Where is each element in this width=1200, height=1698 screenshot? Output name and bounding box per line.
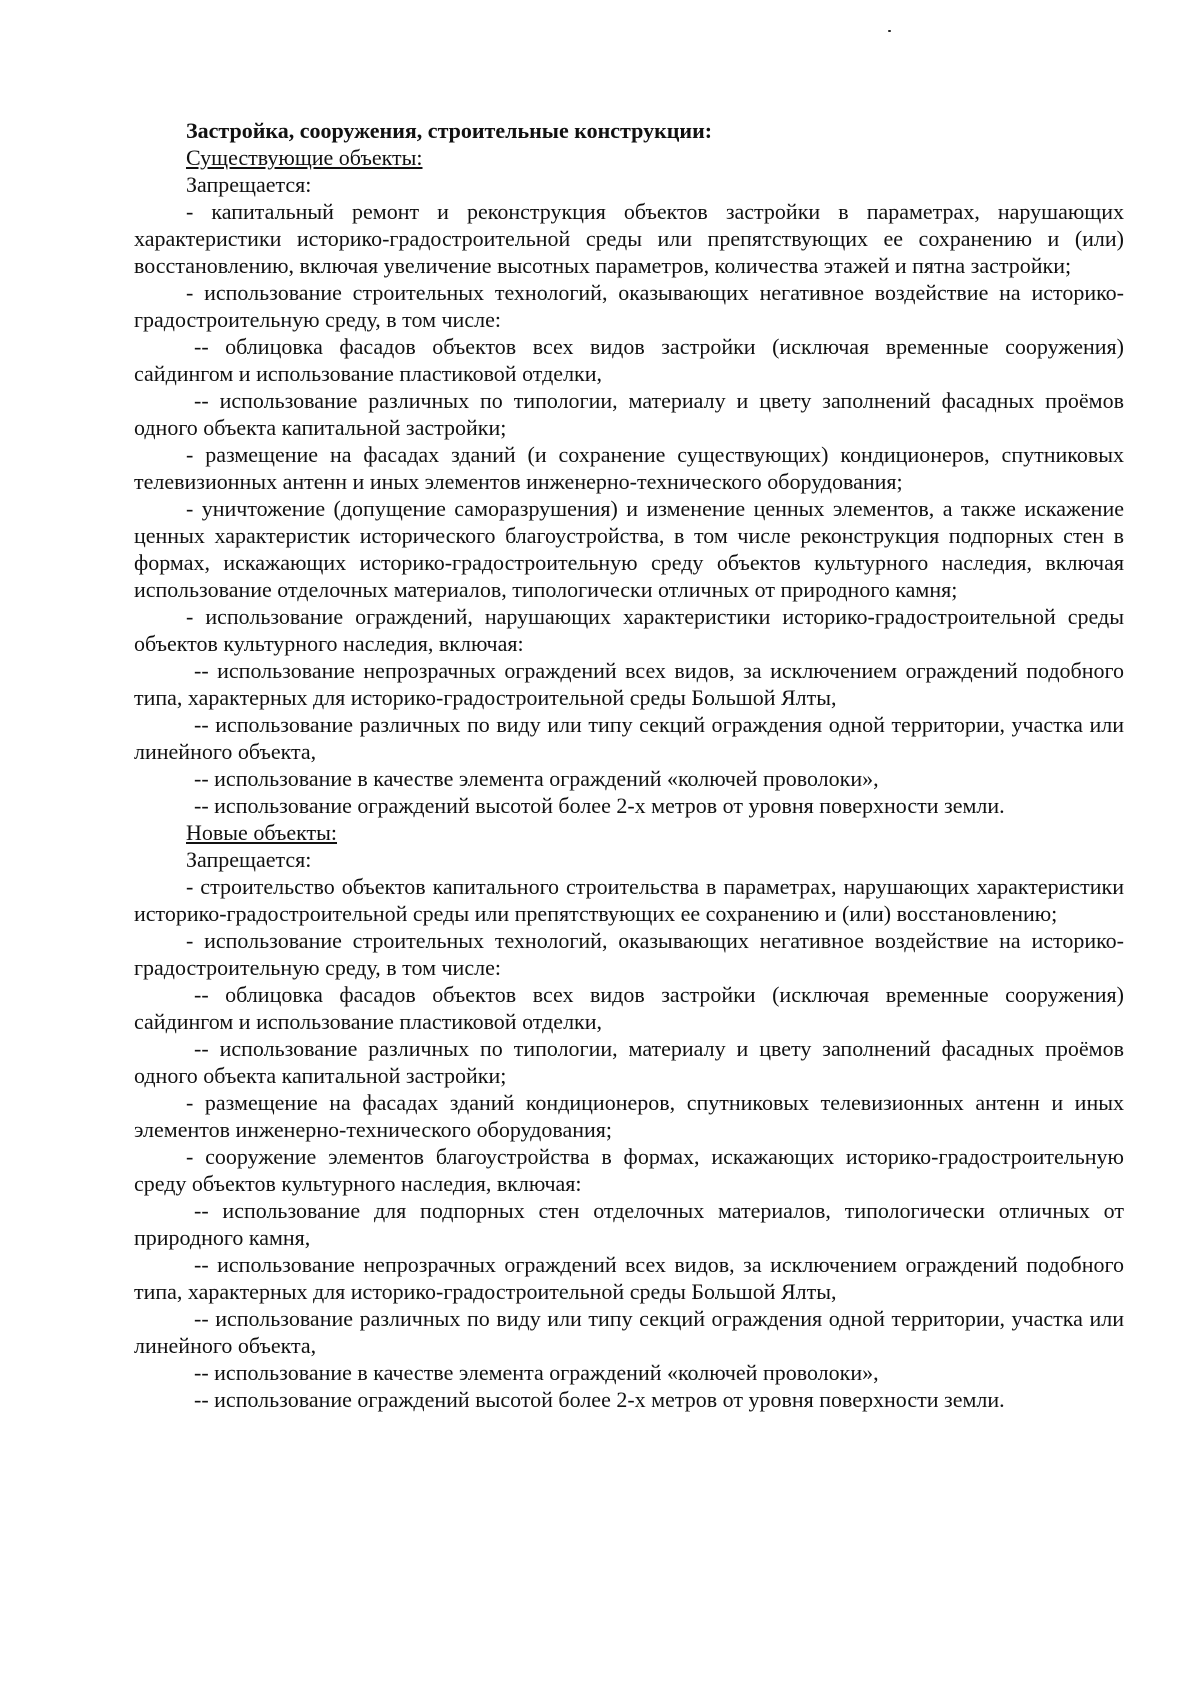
prohibition-item: - размещение на фасадах зданий (и сохранение существующих) кондиционеров, спутниковых телевизионных антенн и иных элементов инженерно-технического оборудования;	[134, 442, 1124, 494]
sub-prohibition-item: -- использование непрозрачных ограждений всех видов, за исключением ограждений подобного типа, характерных для историко-градостроительной среды Большой Ялты,	[134, 1252, 1124, 1304]
sub-prohibition-item: -- использование ограждений высотой более 2-х метров от уровня поверхности земли.	[194, 793, 1005, 818]
existing-prohibition-list	[134, 198, 1124, 819]
sub-prohibition-item: -- использование различных по виду или типу секций ограждения одной территории, участка или линейного объекта,	[134, 1306, 1124, 1358]
sub-prohibition-item: -- использование в качестве элемента ограждений «колючей проволоки»,	[194, 1360, 879, 1385]
prohibition-item: - капитальный ремонт и реконструкция объектов застройки в параметрах, нарушающих характеристики историко-градостроительной среды или препятствующих ее сохранению и (или) восстановлению, включая увеличение высотных параметров, количества этажей и пятна застройки;	[134, 199, 1124, 278]
prohibition-item: - сооружение элементов благоустройства в формах, искажающих историко-градостроительную среду объектов культурного наследия, включая:	[134, 1144, 1124, 1196]
prohibition-item: - строительство объектов капитального строительства в параметрах, нарушающих характеристики историко-градостроительной среды или препятствующих ее сохранению и (или) восстановлению;	[134, 874, 1124, 926]
sub-prohibition-item: -- использование ограждений высотой более 2-х метров от уровня поверхности земли.	[194, 1387, 1005, 1412]
sub-prohibition-item: -- использование непрозрачных ограждений всех видов, за исключением ограждений подобного типа, характерных для историко-градостроительной среды Большой Ялты,	[134, 658, 1124, 710]
sub-prohibition-item: -- облицовка фасадов объектов всех видов застройки (исключая временные сооружения) сайдингом и использование пластиковой отделки,	[134, 334, 1124, 386]
prohibition-item: - уничтожение (допущение саморазрушения) и изменение ценных элементов, а также искажение ценных характеристик исторического благоустройства, в том числе реконструкция подпорных стен в формах, искажающих историко-градостроительную среду объектов культурного наследия, включая использование отделочных материалов, типологически отличных от природного камня;	[134, 496, 1124, 602]
new-objects-title: Новые объекты:	[186, 820, 338, 845]
sub-prohibition-item: -- использование различных по типологии, материалу и цвету заполнений фасадных проёмов одного объекта капитальной застройки;	[134, 388, 1124, 440]
document-body	[134, 117, 1124, 1413]
prohibition-item: - использование ограждений, нарушающих характеристики историко-градостроительной среды объектов культурного наследия, включая:	[134, 604, 1124, 656]
existing-objects-section	[134, 144, 1124, 819]
scan-speck	[888, 30, 891, 32]
new-objects-section	[134, 819, 1124, 1413]
existing-objects-title: Существующие объекты:	[186, 145, 423, 170]
sub-prohibition-item: -- использование различных по виду или типу секций ограждения одной территории, участка или линейного объекта,	[134, 712, 1124, 764]
section-heading: Застройка, сооружения, строительные конструкции:	[186, 118, 713, 143]
sub-prohibition-item: -- облицовка фасадов объектов всех видов застройки (исключая временные сооружения) сайдингом и использование пластиковой отделки,	[134, 982, 1124, 1034]
prohibition-item: - использование строительных технологий, оказывающих негативное воздействие на историко-градостроительную среду, в том числе:	[134, 280, 1124, 332]
prohibition-item: - использование строительных технологий, оказывающих негативное воздействие на историко-градостроительную среду, в том числе:	[134, 928, 1124, 980]
new-prohibition-list	[134, 873, 1124, 1413]
prohibition-item: - размещение на фасадах зданий кондиционеров, спутниковых телевизионных антенн и иных элементов инженерно-технического оборудования;	[134, 1090, 1124, 1142]
sub-prohibition-item: -- использование для подпорных стен отделочных материалов, типологически отличных от природного камня,	[134, 1198, 1124, 1250]
sub-prohibition-item: -- использование различных по типологии, материалу и цвету заполнений фасадных проёмов одного объекта капитальной застройки;	[134, 1036, 1124, 1088]
new-prohibited-label: Запрещается:	[186, 847, 312, 872]
sub-prohibition-item: -- использование в качестве элемента ограждений «колючей проволоки»,	[194, 766, 879, 791]
existing-prohibited-label: Запрещается:	[186, 172, 312, 197]
